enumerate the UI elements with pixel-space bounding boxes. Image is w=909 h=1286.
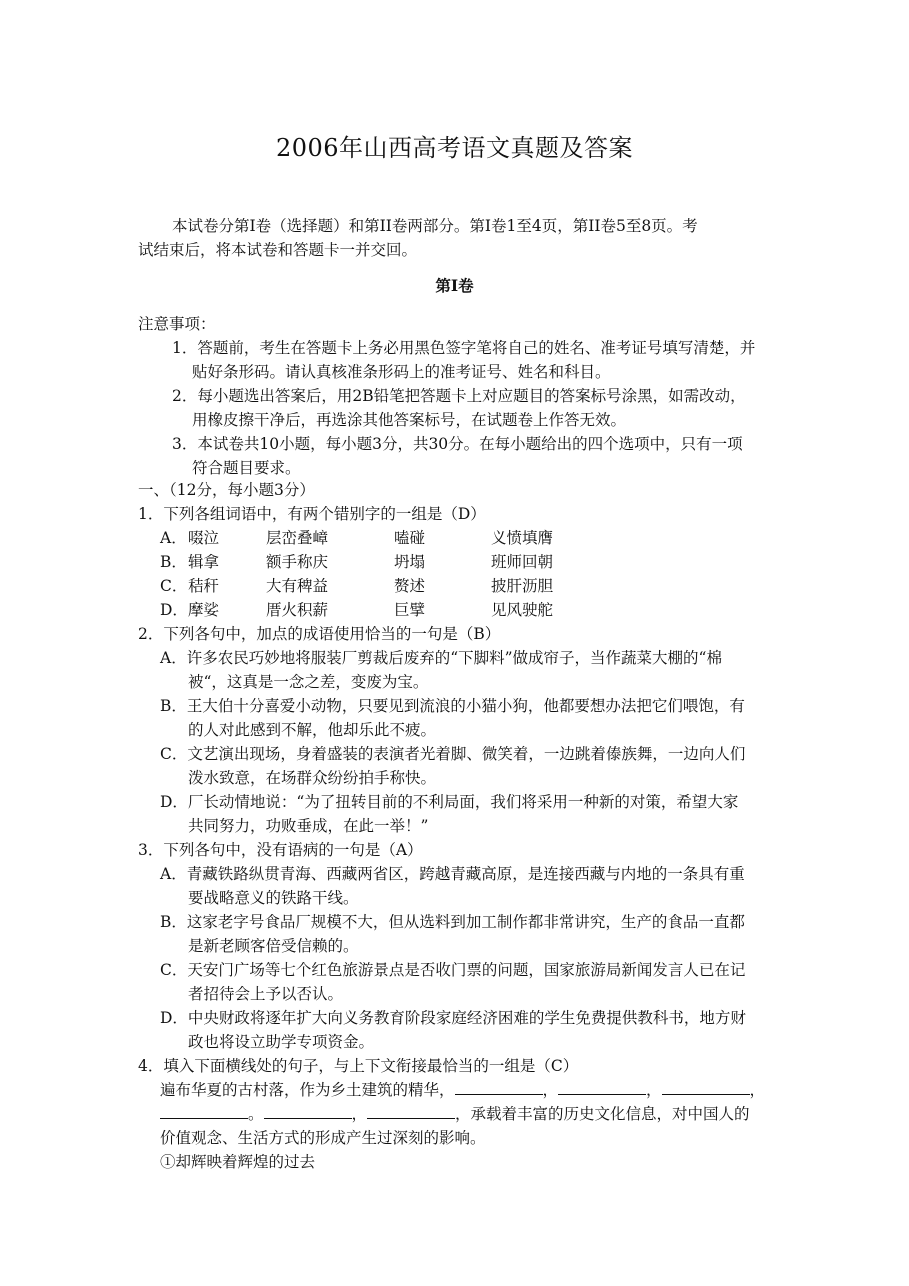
notes-heading: 注意事项： (138, 315, 216, 333)
note-item-2-line-2: 用橡皮擦干净后，再选涂其他答案标号，在试题卷上作答无效。 (192, 411, 627, 429)
q4-stem: 4．填入下面横线处的句子，与上下文衔接最恰当的一组是（C） (138, 1057, 579, 1075)
q1-word-b: 额手称庆 (266, 553, 329, 571)
q3-option-c-line-2: 者招待会上予以否认。 (188, 985, 344, 1003)
q1-option-label: D． (160, 601, 188, 619)
q3-stem: 3．下列各句中，没有语病的一句是（A） (138, 841, 423, 859)
q3-option-b-line-1: B．这家老字号食品厂规模不大，但从选料到加工制作都非常讲究，生产的食品一直都 (160, 913, 745, 931)
q4-comma: ， (542, 1081, 559, 1099)
note-item-3-line-2: 符合题目要求。 (192, 459, 301, 477)
q1-word-c: 坍塌 (394, 553, 426, 571)
note-item-1-line-1: 1．答题前，考生在答题卡上务必用黑色签字笔将自己的姓名、准考证号填写清楚，并 (172, 339, 756, 357)
fill-blank (367, 1103, 455, 1119)
q1-word-c: 赘述 (394, 577, 426, 595)
q3-option-b-line-2: 是新老顾客倍受信赖的。 (188, 937, 359, 955)
section-title: 第Ⅰ卷 (435, 276, 474, 295)
q1-word-d: 班师回朝 (491, 553, 554, 571)
fill-blank (160, 1103, 248, 1119)
q2-option-a-line-1: A．许多农民巧妙地将服装厂剪裁后废弃的“下脚料”做成帘子，当作蔬菜大棚的“棉 (160, 649, 722, 667)
intro-line-2: 试结束后，将本试卷和答题卡一并交回。 (138, 241, 418, 259)
q1-word-d: 见风驶舵 (491, 601, 554, 619)
q1-word-d: 披肝沥胆 (491, 577, 554, 595)
q1-word-a: 秸秆 (188, 577, 220, 595)
q2-option-c-line-2: 泼水致意，在场群众纷纷拍手称快。 (188, 769, 437, 787)
q4-item-1: ①却辉映着辉煌的过去 (160, 1153, 316, 1171)
q2-option-b-line-2: 的人对此感到不解，他却乐此不疲。 (188, 721, 437, 739)
fill-blank (558, 1079, 646, 1095)
q3-option-d-line-2: 政也将设立助学专项资金。 (188, 1033, 375, 1051)
q2-option-c-line-1: C．文艺演出现场，身着盛装的表演者光着脚、微笑着，一边跳着傣族舞，一边向人们 (160, 745, 746, 763)
q3-option-c-line-1: C．天安门广场等七个红色旅游景点是否收门票的问题，国家旅游局新闻发言人已在记 (160, 961, 746, 979)
q3-option-a-line-2: 要战略意义的铁路干线。 (188, 889, 359, 907)
q1-word-b: 层峦叠嶂 (266, 529, 329, 547)
q4-passage-line-2 (160, 1102, 750, 1126)
q1-stem: 1．下列各组词语中，有两个错别字的一组是（D） (138, 505, 486, 523)
q3-option-a-line-1: A．青藏铁路纵贯青海、西藏两省区，跨越青藏高原，是连接西藏与内地的一条具有重 (160, 865, 745, 883)
q1-word-a: 摩娑 (188, 601, 220, 619)
fill-blank (455, 1079, 543, 1095)
q2-option-b-line-1: B．王大伯十分喜爱小动物，只要见到流浪的小猫小狗，他都要想办法把它们喂饱，有 (160, 697, 745, 715)
q1-word-a: 辑拿 (188, 553, 220, 571)
note-item-2-line-1: 2．每小题选出答案后，用2B铅笔把答题卡上对应题目的答案标号涂黑，如需改动， (172, 387, 746, 405)
q4-passage-text: 遍布华夏的古村落，作为乡土建筑的精华， (160, 1081, 455, 1099)
fill-blank (264, 1103, 352, 1119)
q1-word-c: 嗑碰 (394, 529, 426, 547)
intro-line-1: 本试卷分第Ⅰ卷（选择题）和第II卷两部分。第Ⅰ卷1至4页，第II卷5至8页。考 (172, 217, 698, 235)
q4-comma: ， (749, 1081, 766, 1099)
q1-word-a: 啜泣 (188, 529, 220, 547)
q2-option-a-line-2: 被“，这真是一念之差，变废为宝。 (188, 673, 429, 691)
q2-stem: 2．下列各句中，加点的成语使用恰当的一句是（B） (138, 625, 501, 643)
page-title: 2006年山西高考语文真题及答案 (275, 134, 634, 162)
q1-option-label: C． (160, 577, 188, 595)
q1-word-d: 义愤填膺 (491, 529, 554, 547)
fill-blank (662, 1079, 750, 1095)
q4-period: 。 (248, 1105, 264, 1123)
q1-word-b: 厝火积薪 (266, 601, 329, 619)
q4-passage-line-3: 价值观念、生活方式的形成产生过深刻的影响。 (160, 1129, 486, 1147)
q1-word-c: 巨擘 (394, 601, 426, 619)
q2-option-d-line-1: D．厂长动情地说：“为了扭转目前的不利局面，我们将采用一种新的对策，希望大家 (160, 793, 739, 811)
q4-passage-line-1 (160, 1078, 765, 1102)
note-item-3-line-1: 3．本试卷共10小题，每小题3分，共30分。在每小题给出的四个选项中，只有一项 (172, 435, 743, 453)
q1-option-label: A． (160, 529, 187, 547)
note-item-1-line-2: 贴好条形码。请认真核准条形码上的准考证号、姓名和科目。 (192, 363, 611, 381)
q1-word-b: 大有稗益 (266, 577, 329, 595)
q2-option-d-line-2: 共同努力，功败垂成，在此一举！” (188, 817, 429, 835)
q4-passage-tail: ，承载着丰富的历史文化信息，对中国人的 (455, 1105, 750, 1123)
q4-comma: ， (351, 1105, 368, 1123)
q3-option-d-line-1: D．中央财政将逐年扩大向义务教育阶段家庭经济困难的学生免费提供教科书，地方财 (160, 1009, 746, 1027)
part-one-heading: 一、（12分，每小题3分） (138, 481, 315, 499)
q1-option-label: B． (160, 553, 187, 571)
q4-comma: ， (646, 1081, 662, 1099)
